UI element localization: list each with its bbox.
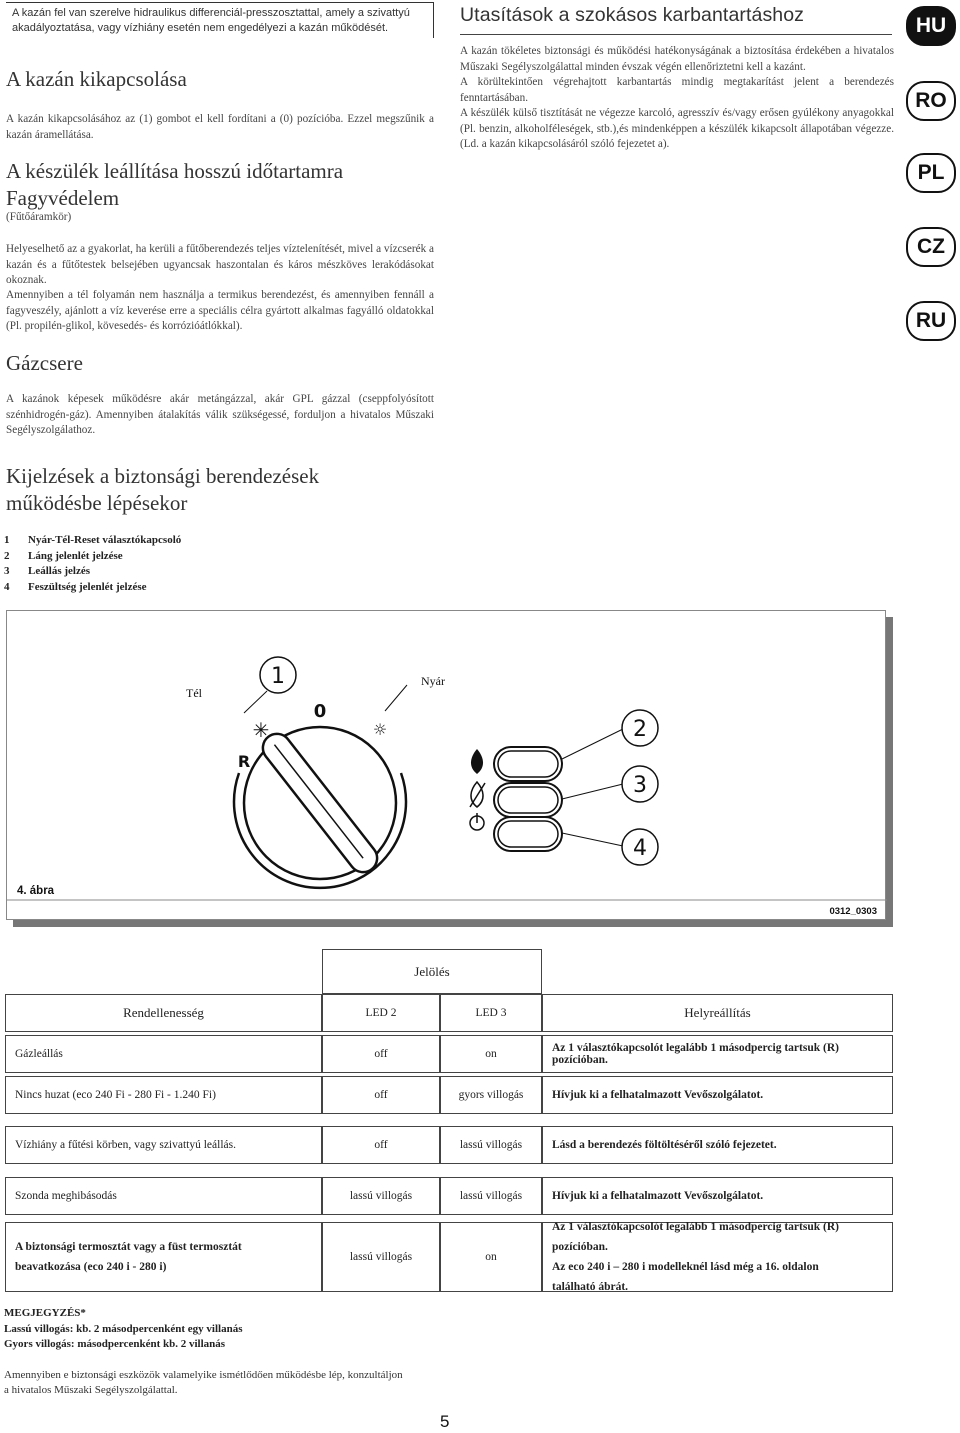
section-title-long-stop: A készülék leállítása hosszú időtartamra [6,159,344,183]
winter-label: Tél [186,686,202,700]
table-header-led3: LED 3 [440,994,542,1032]
table-header-fix: Helyreállítás [542,994,893,1032]
table-row-fault-line: beavatkozása (eco 240 i - 280 i) [15,1261,167,1273]
table-row-fault: Gázleállás [5,1035,322,1073]
table-row-fix: Lásd a berendezés föltöltéséről szóló fejezetet. [542,1126,893,1164]
flame-icon [471,749,483,774]
callout-line-4 [562,833,623,846]
legend-item [4,580,181,596]
table-row-led2: off [322,1126,440,1164]
section-title-shutdown: A kazán kikapcsolása [6,67,187,91]
table-row-fix: Hívjuk ki a felhatalmazott Vevőszolgálatot. [542,1177,893,1215]
section-text-shutdown: A kazán kikapcsolásához az (1) gombot el kell fordítani a (0) pozícióba. Ezzel megszűnik a kazán áramellátása. [6,113,434,141]
summer-label: Nyár [421,674,445,688]
table-header-fault: Rendellenesség [5,994,322,1032]
table-row-led3: on [440,1035,542,1073]
maintenance-title: Utasítások a szokásos karbantartáshoz [460,4,805,26]
maintenance-text [460,44,894,153]
language-badge-hu[interactable]: HU [906,6,956,46]
table-row-fault: Szonda meghibásodás [5,1177,322,1215]
table-top-header: Jelölés [322,949,542,994]
maintenance-paragraph-2: A körültekintően végrehajtott karbantartás mindig megtakarítást jelent a berendezés fenntartásában. [460,76,894,104]
callout-line-2 [562,729,623,759]
selector-knob[interactable] [234,727,406,888]
title-rule [460,34,892,35]
legend-label: Nyár-Tél-Reset választókapcsoló [28,534,182,546]
table-row-fix: Az 1 választókapcsolót legalább 1 másodpercig tartsuk (R) pozícióban. [542,1035,893,1073]
callout-2-number: 2 [633,717,647,742]
figure-caption: 4. ábra [17,885,55,897]
legend-num: 2 [4,549,10,562]
table-row-led3: gyors villogás [440,1076,542,1114]
section-subtitle-frost: Fagyvédelem [6,186,120,210]
section-title-indications-2: működésbe lépésekor [6,491,188,515]
legend-num: 3 [4,565,10,577]
table-row-fault-line: A biztonsági termosztát vagy a füst termosztát [15,1241,242,1253]
language-badge-pl[interactable]: PL [906,153,956,193]
table-row-fix-line: Az 1 választókapcsolót legalább 1 másodpercig tartsuk (R) pozícióban. [552,1221,839,1253]
legend-item [4,564,181,580]
note-line: a hivatalos Műszaki Segélyszolgálattal. [4,1384,178,1396]
sun-icon: ☼ [372,720,388,739]
power-icon [470,813,484,830]
legend-item [4,533,181,549]
maintenance-paragraph-3: A készülék külső tisztítását ne végezze karcoló, agresszív és/vagy erősen gyúlékony anyagokkal (Pl. benzin, alkoholféleségek, stb.),és mindenképpen a készülék kikapcsolt állapotában végezze. (Ld. a kazán kikapcsolásáról szóló fejezetet a). [460,107,894,150]
language-badge-cz[interactable]: CZ [906,227,956,267]
note-line: Lassú villogás: kb. 2 másodpercenként egy villanás [4,1322,243,1335]
table-row-led3: lassú villogás [440,1126,542,1164]
legend-label: Leállás jelzés [28,565,91,577]
table-row-led2: lassú villogás [322,1177,440,1215]
position-zero-label: 0 [313,701,327,722]
maintenance-paragraph-1: A kazán tökéletes biztonsági és működési hatékonyságának a biztosítása érdekében a hivatalos Műszaki Segélyszolgálattal minden évszak végén ellenőriztetni kell a kazánt. [460,45,894,73]
frost-paragraph-2: Amennyiben a tél folyamán nem használja a termikus berendezést, és amennyiben fennáll a fagyveszély, ajánlott a víz keverése erre a speciális célra gyártott alkalmas fagyálló oldatokkal (Pl. propilén-glikol, kövesedés- és korrózióátlókkal). [6,289,434,332]
reset-label: R [237,752,251,771]
table-row-fix [542,1222,893,1292]
note-line: Amennyiben e biztonsági eszközök valamelyike ismétlődően működésbe lép, konzultáljon [4,1368,403,1381]
language-badge-ro[interactable]: RO [906,81,956,121]
section-text-gas: A kazánok képesek működésre akár metángázzal, akár GPL gázzal (cseppfolyósított szénhidrogén-gáz). Amennyiben átalakítás válik szükségessé, forduljon a hivatalos Műszaki Segélyszolgálathoz. [6,393,434,436]
callout-line-winter [244,691,267,713]
callout-line-summer [385,685,407,711]
legend-label: Feszültség jelenlét jelzése [28,580,147,593]
top-note: A kazán fel van szerelve hidraulikus differenciál-presszosztattal, amely a szivattyú akadályoztatása, vagy vízhiány esetén nem engedélyezi a kazán működését. [6,2,434,38]
table-row-fix: Hívjuk ki a felhatalmazott Vevőszolgálatot. [542,1076,893,1114]
note-line: Gyors villogás: másodpercenként kb. 2 villanás [4,1338,226,1350]
note-title: MEGJEGYZÉS* [4,1307,86,1319]
led-indicators [494,747,562,851]
table-row-led2: off [322,1076,440,1114]
table-row-fault: Vízhiány a fűtési körben, vagy szivattyú leállás. [5,1126,322,1164]
table-row-fault: Nincs huzat (eco 240 Fi - 280 Fi - 1.240 Fi) [5,1076,322,1114]
callout-3-number: 3 [633,773,647,798]
legend-num: 4 [4,580,10,593]
table-row-fault [5,1222,322,1292]
table-row-fix-line: található ábrát. [552,1281,629,1293]
table-row-led3: lassú villogás [440,1177,542,1215]
legend-label: Láng jelenlét jelzése [28,549,123,562]
section-small-heating-circuit: (Fűtőáramkör) [6,211,72,223]
table-row-led3: on [440,1222,542,1292]
note-block [4,1306,403,1399]
figure-code: 0312_0303 [829,906,877,917]
legend-num: 1 [4,534,10,546]
figure-legend [4,533,181,595]
callout-line-3 [562,784,623,799]
callout-1-number: 1 [271,664,285,689]
table-row-fix-line: Az eco 240 i – 280 i modelleknél lásd még a 16. oldalon [552,1261,819,1273]
language-badge-ru[interactable]: RU [906,301,956,341]
control-panel-drawing [7,611,887,921]
callout-4-number: 4 [633,836,647,861]
frost-paragraph-1: Helyeselhető az a gyakorlat, ha kerüli a fűtőberendezés teljes víztelenítését, mivel a vízcserék a kazán és a fűtőtestek belsejében ugyancsak haszontalan és káros mészköves lerakódásokat okoznak. [6,243,434,286]
section-title-gas: Gázcsere [6,351,83,375]
control-panel-figure [6,610,886,920]
snowflake-icon: ✳ [252,718,270,742]
page-number: 5 [440,1412,450,1431]
section-title-indications: Kijelzések a biztonsági berendezések [6,464,320,488]
table-row-led2: lassú villogás [322,1222,440,1292]
legend-item [4,549,181,565]
table-row-led2: off [322,1035,440,1073]
table-header-led2: LED 2 [322,994,440,1032]
